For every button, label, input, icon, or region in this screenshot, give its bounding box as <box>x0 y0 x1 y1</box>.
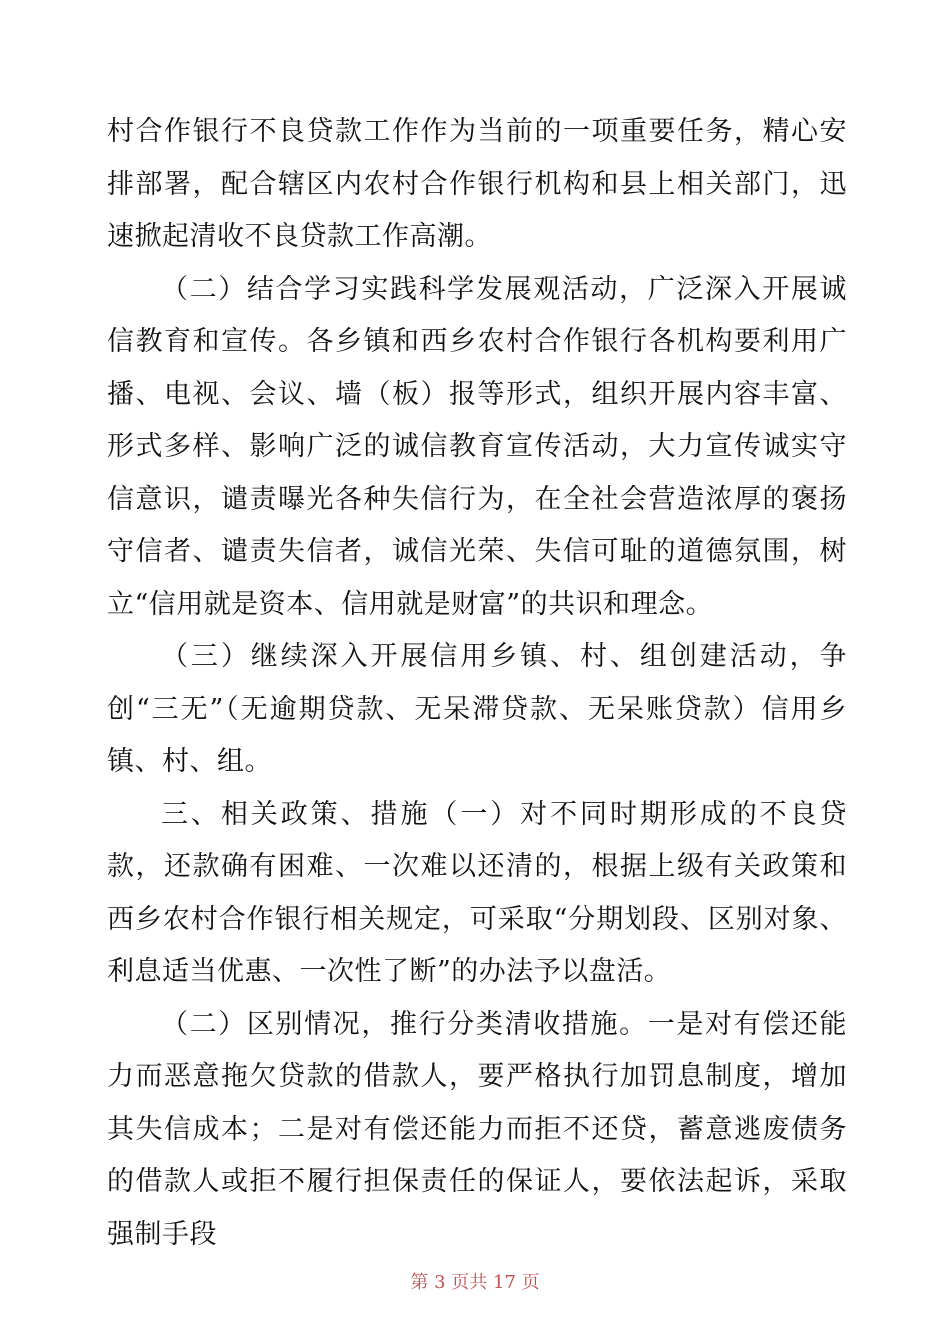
document-body <box>107 106 847 1261</box>
paragraph-continuation: 村合作银行不良贷款工作作为当前的一项重要任务，精心安排部署，配合辖区内农村合作银行机构和县上相关部门，迅速掀起清收不良贷款工作高潮。 <box>107 116 847 252</box>
paragraph-integrity-education: （二）结合学习实践科学发展观活动，广泛深入开展诚信教育和宣传。各乡镇和西乡农村合作银行各机构要利用广播、电视、会议、墙（板）报等形式，组织开展内容丰富、形式多样、影响广泛的诚信教育宣传活动，大力宣传诚实守信意识，谴责曝光各种失信行为，在全社会营造浓厚的褒扬守信者、谴责失信者，诚信光荣、失信可耻的道德氛围，树立“信用就是资本、信用就是财富”的共识和理念。 <box>107 273 847 620</box>
paragraph-credit-township: （三）继续深入开展信用乡镇、村、组创建活动，争创“三无”（无逾期贷款、无呆滞贷款、无呆账贷款）信用乡镇、村、组。 <box>107 641 847 777</box>
paragraph-policies-measures: 三、相关政策、措施（一）对不同时期形成的不良贷款，还款确有困难、一次难以还清的，根据上级有关政策和西乡农村合作银行相关规定，可采取“分期划段、区别对象、利息适当优惠、一次性了断”的办法予以盘活。 <box>107 798 847 987</box>
paragraph-classified-collection: （二）区别情况，推行分类清收措施。一是对有偿还能力而恶意拖欠贷款的借款人，要严格执行加罚息制度，增加其失信成本；二是对有偿还能力而拒不还贷，蓄意逃废债务的借款人或拒不履行担保责任的保证人，要依法起诉，采取强制手段 <box>107 1008 847 1250</box>
page-number-footer: 第 3 页共 17 页 <box>410 1272 540 1293</box>
